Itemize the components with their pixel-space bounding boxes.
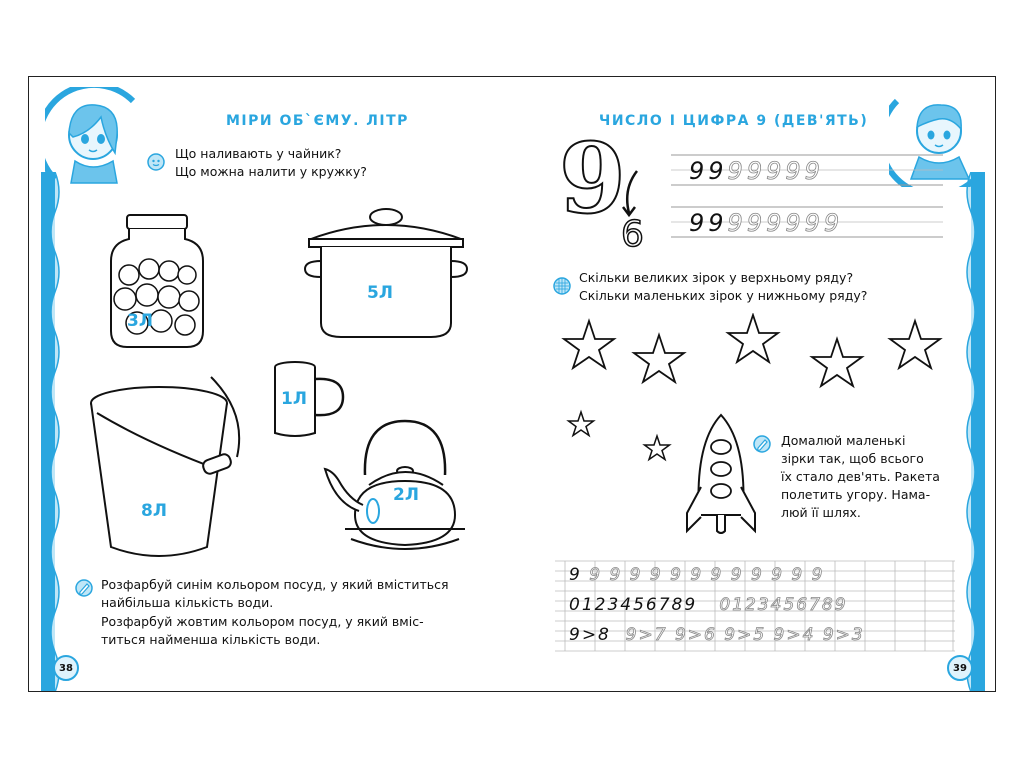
jar-illustration xyxy=(107,213,207,351)
rocket-task-line-1: Домалюй маленькі xyxy=(781,433,906,448)
grid-row-3-solid: 9>8 xyxy=(569,625,611,645)
rocket-task-line-5: люй її шлях. xyxy=(781,505,861,520)
kettle-volume-label: 2Л xyxy=(393,485,419,505)
small-digit-six: 6 xyxy=(621,214,644,255)
stars-question-line-1: Скільки великих зірок у верхньому ряду? xyxy=(579,270,854,285)
trace-row-2-dashed[interactable]: 999999 xyxy=(727,209,844,237)
pencil-task-icon xyxy=(75,579,93,597)
rocket-task-line-4: полетить угору. Нама- xyxy=(781,487,931,502)
rocket-task-line-3: їх стало дев'ять. Ракета xyxy=(781,469,940,484)
jar-volume-label: 3Л xyxy=(127,311,153,331)
question-line-1: Що наливають у чайник? xyxy=(175,146,342,161)
pot-volume-label: 5Л xyxy=(367,283,393,303)
trace-row-1 xyxy=(689,157,824,185)
grid-row-2 xyxy=(569,595,848,615)
big-star xyxy=(812,339,862,386)
right-page-title: ЧИСЛО І ЦИФРА 9 (ДЕВ'ЯТЬ) xyxy=(599,113,869,129)
grid-row-1 xyxy=(569,565,824,585)
big-star xyxy=(728,315,778,362)
grid-row-2-solid: 0123456789 xyxy=(569,595,698,615)
left-wave-border xyxy=(41,172,63,692)
left-task-line-3: Розфарбуй жовтим кольором посуд, у який вміс- xyxy=(101,614,424,629)
bucket-volume-label: 8Л xyxy=(141,501,167,521)
trace-row-2-solid: 99 xyxy=(689,209,728,237)
question-face-icon xyxy=(147,153,165,171)
rocket-illustration xyxy=(681,413,761,537)
book-spread xyxy=(28,76,996,692)
trace-row-2 xyxy=(689,209,843,237)
trace-row-1-dashed[interactable]: 99999 xyxy=(727,157,824,185)
question-face-icon xyxy=(553,277,571,295)
pencil-task-icon xyxy=(753,435,771,453)
grid-row-2-dashed[interactable]: 0123456789 xyxy=(719,595,848,615)
left-task-line-4: титься найменша кількість води. xyxy=(101,632,321,647)
grid-row-3 xyxy=(569,625,865,645)
left-page-title: МІРИ ОБ`ЄМУ. ЛІТР xyxy=(226,113,409,129)
digit-transform-arrow xyxy=(617,169,647,219)
grid-row-1-solid: 9 xyxy=(569,565,582,585)
right-page-number: 39 xyxy=(947,655,973,681)
big-star xyxy=(564,321,614,368)
pot-illustration xyxy=(301,203,471,343)
big-stars-row xyxy=(559,313,949,397)
grid-row-1-dashed[interactable]: 9 9 9 9 9 9 9 9 9 9 9 9 xyxy=(589,565,825,585)
question-line-2: Що можна налити у кружку? xyxy=(175,164,367,179)
right-wave-border xyxy=(963,172,985,692)
bucket-illustration xyxy=(87,373,247,565)
big-star xyxy=(890,321,940,368)
stars-question-line-2: Скільки маленьких зірок у нижньому ряду? xyxy=(579,288,868,303)
girl-mascot-illustration xyxy=(45,87,140,187)
mug-volume-label: 1Л xyxy=(281,389,307,409)
left-task-line-1: Розфарбуй синім кольором посуд, у який вміститься xyxy=(101,577,449,592)
big-star xyxy=(634,335,684,382)
grid-row-3-dashed[interactable]: 9>7 9>6 9>5 9>4 9>3 xyxy=(625,625,865,645)
small-star xyxy=(639,433,675,465)
big-digit-nine: 9 xyxy=(559,122,626,235)
trace-row-1-solid: 99 xyxy=(689,157,728,185)
small-star xyxy=(563,409,599,441)
rocket-task-line-2: зірки так, щоб всього xyxy=(781,451,924,466)
left-page-number: 38 xyxy=(53,655,79,681)
left-task-line-2: найбільша кількість води. xyxy=(101,595,274,610)
